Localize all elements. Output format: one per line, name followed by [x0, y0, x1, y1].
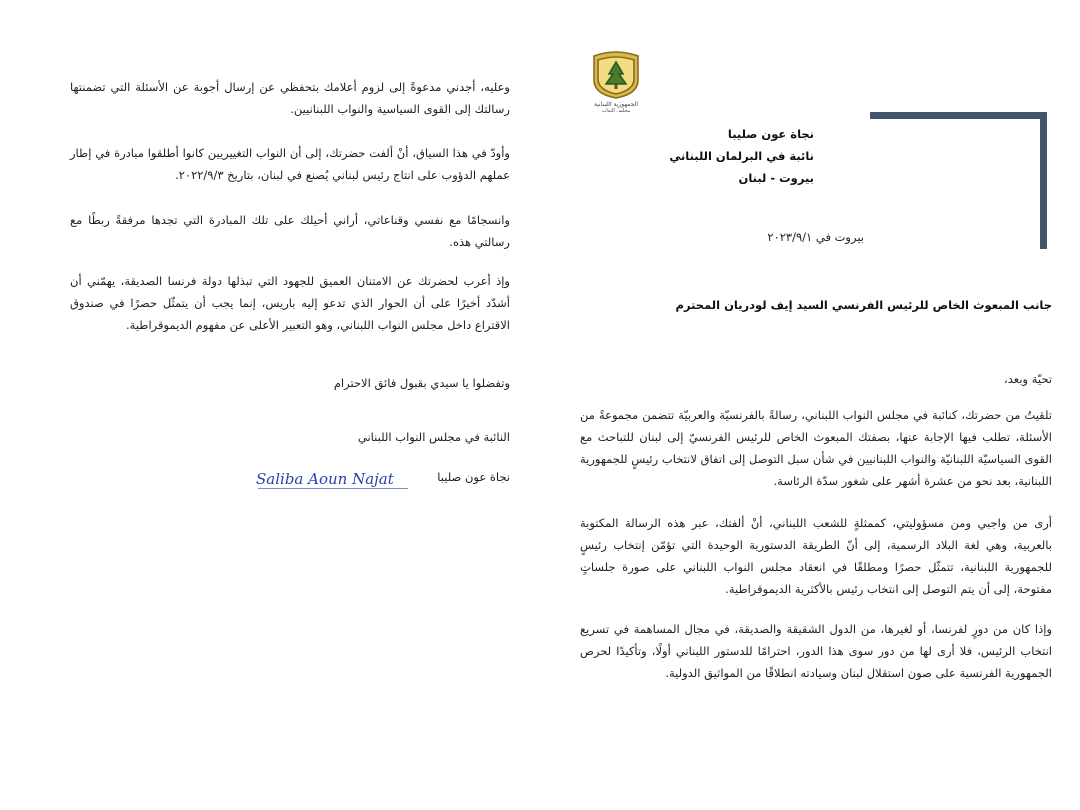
- addressee: جانب المبعوث الخاص للرئيس الفرنسي السيد إيف لودريان المحترم: [675, 298, 1052, 312]
- decorative-corner-frame: [870, 112, 1047, 249]
- paragraph: وأودّ في هذا السياق، أنْ ألفت حضرتك، إلى أن النواب التغييريين كانوا أطلقوا مبادرة في إطار عملهم الدؤوب على انتاج رئيس لبناني يُصنع في لبنان، بتاريخ ٢٠٢٢/٩/٣.: [70, 146, 510, 182]
- parliament-emblem-logo: [588, 50, 644, 116]
- paragraph: أرى من واجبي ومن مسؤوليتي، كممثلةٍ للشعب اللبناني، أنْ ألفتك، عبر هذه الرسالة المكتوبة بالعربية، وهي لغة البلاد الرسمية، إلى أنّ الطريقة الدستورية الوحيدة التي تؤمّن إنتخاب رئيسٍ للجمهورية اللبنانية، تتمثّل حصرًا ومطلقًا في انعقاد مجلس النواب اللبناني على صورة جلساتٍ مفتوحة، إلى أن يتم التوصل إلى انتخاب رئيس بالأكثرية الديموقراطية.: [580, 516, 1052, 596]
- paragraph: وإذا كان من دورٍ لفرنسا، أو لغيرها، من الدول الشقيقة والصديقة، في مجال المساهمة في تسريع انتخاب الرئيس، فلا أرى لها من دور سوى هذا الدور، احترامًا للدستور اللبناني أولًا، وتأكيدًا لحرص الجمهورية الفرنسية على صون استقلال لبنان وسيادته انطلاقًا من المواثيق الدولية.: [580, 622, 1052, 680]
- paragraph: وعليه، أجدني مدعوةً إلى لزوم أعلامك بتحفظي عن إرسال أجوبة عن الأسئلة التي تضمنتها رسالتك إلى القوى السياسية والنواب اللبنانيين.: [70, 80, 510, 116]
- letter-date: بيروت في ٢٠٢٣/٩/١: [767, 230, 864, 244]
- signatory-title: النائبة في مجلس النواب اللبناني: [357, 430, 510, 444]
- header-name: نجاة عون صليبا: [727, 127, 814, 141]
- paragraph: تلقيتُ من حضرتك، كنائبة في مجلس النواب اللبناني، رسالةً بالفرنسيّة والعربيّة تتضمن مجموعةً من الأسئلة، تطلب فيها الإجابة عنها، بصفتك المبعوث الخاص للرئيس الفرنسيّ إلى لبنان للتباحث مع القوى السياسيّة اللبنانيّة والنواب اللبنانيين في شأن سبل التوصل إلى اتفاق لانتخاب رئيسٍ للجمهورية اللبنانية، بعد نحو من عشرة أشهر على شغور سدّة الرئاسة.: [580, 408, 1052, 488]
- greeting: تحيّة وبعد،: [1004, 372, 1052, 386]
- header-place: بيروت - لبنان: [738, 171, 814, 185]
- emblem-caption: مجلس النواب: [601, 108, 631, 112]
- header-role: نائبة في البرلمان اللبناني: [669, 149, 814, 163]
- closing-line: وتفضلوا يا سيدي بقبول فائق الاحترام: [333, 376, 510, 390]
- paragraph: وانسجامًا مع نفسي وقناعاتي، أراني أحيلك على تلك المبادرة التي تجدها مرفقةً ربطًا مع رسالتي هذه.: [70, 213, 510, 249]
- signatory-name: نجاة عون صليبا: [437, 470, 510, 484]
- paragraph: وإذ أعرب لحضرتك عن الامتنان العميق للجهود التي تبذلها دولة فرنسا الصديقة، يهمّني أن أشدّد أخيرًا على أن الحوار الذي تدعو إليه باريس، إنما يجب أن يتمثّل حصرًا في صندوق الاقتراع داخل مجلس النواب اللبناني، وهو التعبير الأعلى عن مفهوم الديموقراطية.: [70, 274, 510, 332]
- handwritten-signature: Saliba Aoun Najat: [256, 470, 394, 488]
- emblem-caption: الجمهورية اللبنانية: [593, 101, 639, 108]
- signature-stroke: [258, 488, 408, 489]
